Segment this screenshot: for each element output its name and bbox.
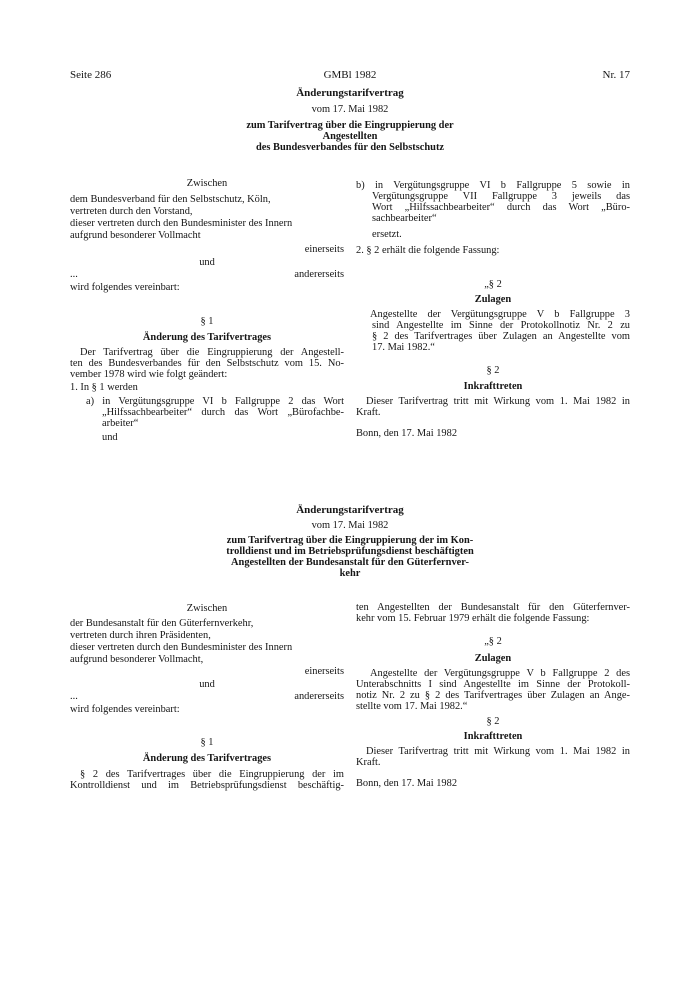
doc2-cont-line: ten Angestellten der Bundesanstalt für den Güterfernver-: [356, 602, 630, 613]
doc1-inkraft-heading: Inkrafttreten: [463, 381, 523, 392]
doc2-section-heading: Änderung des Tarifvertrages: [142, 753, 272, 764]
doc2-s1-para-line: Kontrolldienst und im Betriebsprüfungsdienst beschäftig-: [70, 780, 344, 791]
doc1-inkraft-line: Dieser Tarifvertrag tritt mit Wirkung vom 1. Mai 1982 in: [366, 396, 630, 407]
doc2-s1-para-line: § 2 des Tarifvertrages über die Eingruppierung der im: [80, 769, 344, 780]
journal-name: GMBl 1982: [323, 69, 377, 81]
doc2-party-line: aufgrund besonderer Vollmacht,: [70, 654, 204, 665]
doc1-title: Änderungstarifvertrag: [296, 87, 404, 99]
issue-number: Nr. 17: [602, 69, 630, 81]
doc2-quote-section-mark: „§ 2: [484, 636, 502, 647]
doc2-place-date: Bonn, den 17. Mai 1982: [356, 778, 458, 789]
doc1-section-mark: § 1: [200, 316, 214, 327]
doc2-zulagen-line: notiz Nr. 2 zu § 2 des Tarifvertrages über Zulagen an Ange-: [356, 690, 630, 701]
doc1-item-und: und: [102, 432, 118, 443]
doc1-s1-para-line: Der Tarifvertrag über die Eingruppierung der Angestell-: [80, 347, 344, 358]
doc1-subtitle-line: Angestellten: [322, 131, 378, 142]
doc1-item-1: 1. In § 1 werden: [70, 382, 138, 393]
doc1-item-a-line: arbeiter“: [102, 418, 139, 429]
doc2-dots: ...: [70, 691, 78, 702]
doc2-inkraft-line: Kraft.: [356, 757, 381, 768]
doc1-ersetzt: ersetzt.: [372, 229, 402, 240]
doc2-inkraft-heading: Inkrafttreten: [463, 731, 523, 742]
doc2-date: vom 17. Mai 1982: [311, 520, 389, 531]
doc2-zulagen-line: Unterabschnitts I sind Angestellte im Sinne der Protokoll-: [356, 679, 630, 690]
doc1-zulagen-line: sind Angestellte im Sinne der Protokollnotiz Nr. 2 zu: [372, 320, 630, 331]
doc1-date: vom 17. Mai 1982: [311, 104, 389, 115]
doc1-zulagen-line: Angestellte der Vergütungsgruppe V b Fallgruppe 3: [370, 309, 630, 320]
doc1-party-line: aufgrund besonderer Vollmacht: [70, 230, 201, 241]
doc2-inkraft-line: Dieser Tarifvertrag tritt mit Wirkung vom 1. Mai 1982 in: [366, 746, 630, 757]
doc1-zulagen-heading: Zulagen: [474, 294, 512, 305]
doc1-s1-para-line: vember 1978 wird wie folgt geändert:: [70, 369, 228, 380]
doc2-subtitle-line: kehr: [339, 568, 361, 579]
doc1-dots: ...: [70, 269, 78, 280]
doc2-vereinbart: wird folgendes vereinbart:: [70, 704, 180, 715]
doc1-andererseits: andererseits: [294, 269, 344, 280]
doc2-cont-line: kehr vom 15. Februar 1979 erhält die folgende Fassung:: [356, 613, 590, 624]
doc2-title: Änderungstarifvertrag: [296, 504, 404, 516]
doc2-und: und: [199, 679, 215, 690]
doc1-party-line: dieser vertreten durch den Bundesminister des Innern: [70, 218, 293, 229]
doc2-zwischen: Zwischen: [186, 603, 228, 614]
doc1-item-a-line: „Hilfssachbearbeiter“ durch das Wort „Bürofachbe-: [102, 407, 344, 418]
doc2-party-line: der Bundesanstalt für den Güterfernverkehr,: [70, 618, 254, 629]
doc1-einerseits: einerseits: [304, 244, 344, 255]
doc1-party-line: vertreten durch den Vorstand,: [70, 206, 193, 217]
doc1-und: und: [199, 257, 215, 268]
doc1-place-date: Bonn, den 17. Mai 1982: [356, 428, 458, 439]
doc2-section-2-mark: § 2: [486, 716, 500, 727]
doc1-party-line: dem Bundesverband für den Selbstschutz, Köln,: [70, 194, 271, 205]
doc2-subtitle-line: Angestellten der Bundesanstalt für den Güterfernver-: [231, 557, 469, 568]
page-number: Seite 286: [70, 69, 112, 81]
doc1-item-b-line: Vergütungsgruppe VII Fallgruppe 3 jeweils das: [372, 191, 630, 202]
doc2-zulagen-heading: Zulagen: [474, 653, 512, 664]
doc2-subtitle-line: zum Tarifvertrag über die Eingruppierung der im Kon-: [226, 535, 474, 546]
doc2-section-mark: § 1: [200, 737, 214, 748]
doc1-item-a-line: a) in Vergütungsgruppe VI b Fallgruppe 2 das Wort: [86, 396, 344, 407]
doc1-subtitle-line: zum Tarifvertrag über die Eingruppierung der: [246, 120, 454, 131]
doc2-zulagen-line: Angestellte der Vergütungsgruppe V b Fallgruppe 2 des: [370, 668, 630, 679]
doc1-section-heading: Änderung des Tarifvertrages: [142, 332, 272, 343]
doc1-s1-para-line: ten des Bundesverbandes für den Selbstschutz vom 15. No-: [70, 358, 344, 369]
doc1-item-b-line: sachbearbeiter“: [372, 213, 437, 224]
doc2-subtitle-line: trolldienst und im Betriebsprüfungsdienst beschäftigten: [226, 546, 474, 557]
doc1-inkraft-line: Kraft.: [356, 407, 381, 418]
doc1-item-2: 2. § 2 erhält die folgende Fassung:: [356, 245, 500, 256]
doc2-andererseits: andererseits: [294, 691, 344, 702]
doc2-party-line: vertreten durch ihren Präsidenten,: [70, 630, 211, 641]
doc1-subtitle-line: des Bundesverbandes für den Selbstschutz: [255, 142, 445, 153]
doc2-einerseits: einerseits: [304, 666, 344, 677]
doc1-zulagen-line: § 2 des Tarifvertrages über Zulagen an Angestellte vom: [372, 331, 630, 342]
doc1-item-b-line: Wort „Hilfssachbearbeiter“ durch das Wort „Büro-: [372, 202, 630, 213]
doc1-zulagen-line: 17. Mai 1982.“: [372, 342, 435, 353]
doc2-zulagen-line: stellte vom 17. Mai 1982.“: [356, 701, 468, 712]
doc1-vereinbart: wird folgendes vereinbart:: [70, 282, 180, 293]
doc1-zwischen: Zwischen: [186, 178, 228, 189]
doc2-party-line: dieser vertreten durch den Bundesminister des Innern: [70, 642, 293, 653]
doc1-section-2-mark: § 2: [486, 365, 500, 376]
doc1-quote-section-mark: „§ 2: [484, 279, 502, 290]
doc1-item-b-line: b) in Vergütungsgruppe VI b Fallgruppe 5 sowie in: [356, 180, 630, 191]
